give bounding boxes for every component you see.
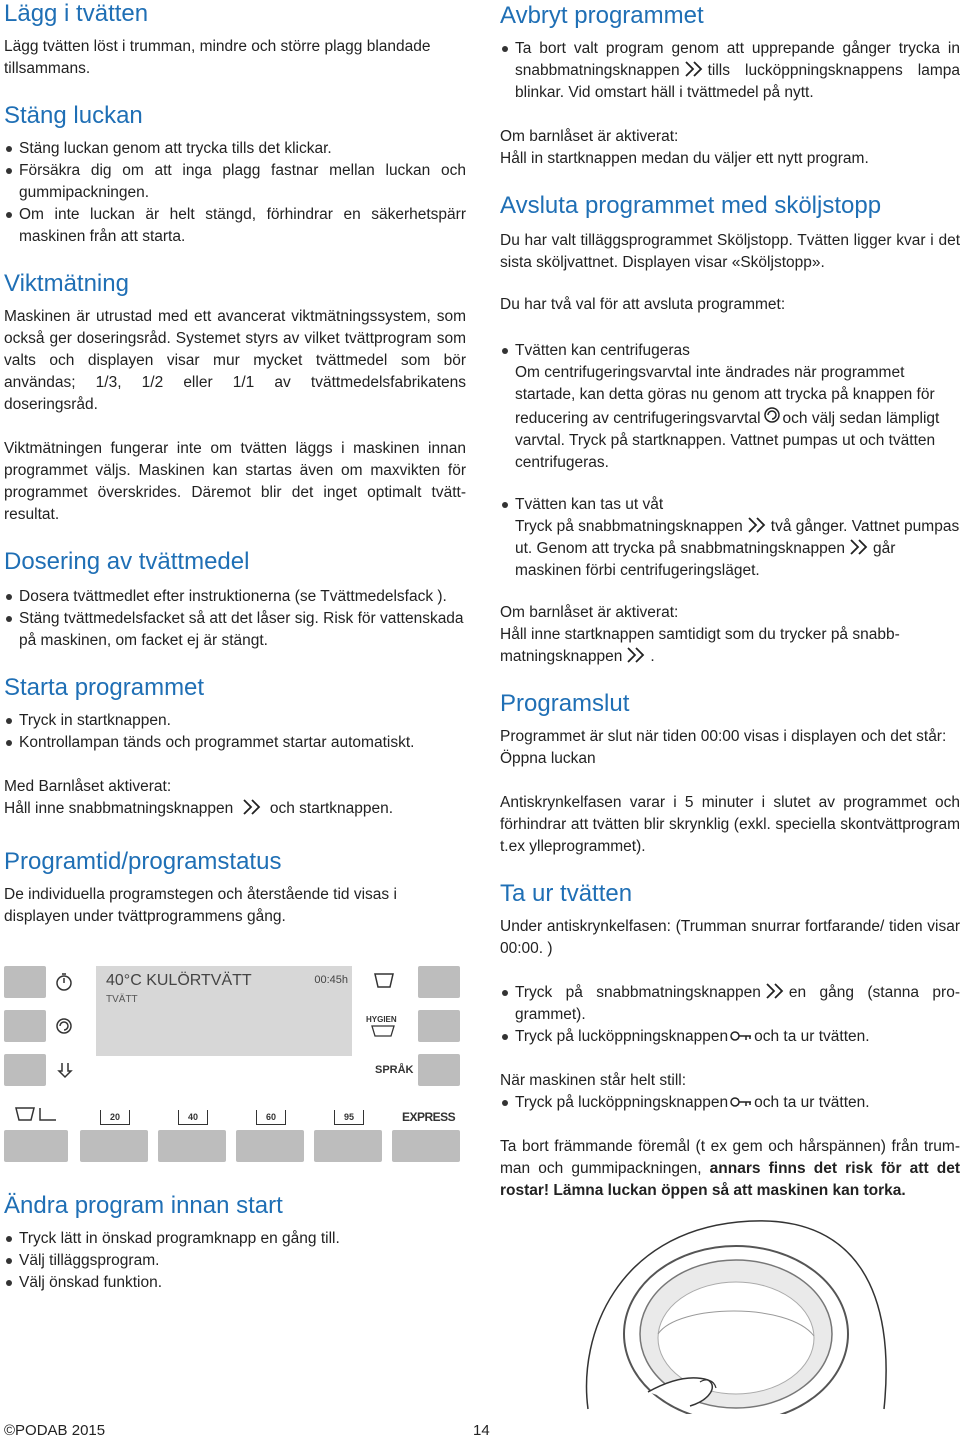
hygien-label: HYGIEN [366,1015,397,1024]
fast-forward-icon [765,983,785,999]
program-button[interactable] [4,1010,46,1042]
paragraph-programslut-2: Antiskrynkelfasen varar i 5 minuter i slutet av programmet och förhindrar att tvätten blir skrynklig (exkl. speciella skontvättprogram t.ex ylleprogrammet). [500,794,960,855]
list-item: Försäkra dig om att inga plagg fastnar mellan luckan och gummipackningen. [4,160,466,204]
heading-lagg-i-tvatten: Lägg i tvätten [4,0,149,27]
program-button[interactable] [392,1130,460,1162]
paragraph-programslut-1: Programmet är slut när tiden 00:00 visas i displayen och det står: Öppna luckan [500,728,947,767]
heading-andra-program: Ändra program innan start [4,1192,283,1219]
option-button[interactable] [418,966,460,998]
fast-forward-icon [684,61,704,77]
list-item: Tryck på lucköppningsknappen och ta ur tvätten. [500,1092,960,1114]
list-item: Välj tilläggsprogram. [4,1250,466,1272]
program-button[interactable] [314,1130,382,1162]
heading-viktmatning: Viktmätning [4,270,129,297]
heading-starta-programmet: Starta programmet [4,674,205,701]
paragraph-skoljstopp-1: Du har valt tilläggsprogrammet Sköljstopp. Tvätten ligger kvar i det sista sköljvattnet. Displayen visar «Sköljstopp». [500,232,960,271]
list-avbryt [500,38,960,104]
display-status: TVÄTT [106,994,138,1005]
list-dosering [4,586,466,652]
list-andra-program [4,1228,466,1294]
list-item: Tvätten kan centrifugeras Om centrifugeringsvarvtal inte ändrades när programmet startade, kan detta göras nu genom att trycka på knappen för reducering av centrifugeringsvarvtal och välj sedan lämpligt varvtal. Tryck på startknappen. Vattnet pumpas ut och tvätten centrifugeras. [500,340,960,474]
display-time: 00:45h [314,974,348,986]
list-option-vat [500,494,960,582]
paragraph-lagg-i-tvatten: Lägg tvätten löst i trumman, mindre och större plagg blandade tillsammans. [4,38,431,77]
program-button[interactable] [80,1130,148,1162]
list-item: Tryck på lucköppningsknappen och ta ur tvätten. [500,1026,960,1048]
page-number: 14 [473,1422,490,1439]
barnlas-instruction: Håll inne snabbmatningsknappen och startknappen. [4,800,394,817]
program-button[interactable] [158,1130,226,1162]
list-stang-luckan [4,138,466,248]
key-icon [730,1030,752,1042]
fast-forward-icon [626,647,646,663]
spin-icon [55,1017,73,1035]
heading-dosering: Dosering av tvättmedel [4,548,250,575]
program-button[interactable] [236,1130,304,1162]
program-button[interactable] [4,1054,46,1086]
list-ta-ur-1 [500,982,960,1048]
barnlas-instruction: Håll in startknappen medan du väljer ett nytt program. [500,150,869,167]
list-item: Kontrollampan tänds och programmet startar automatiskt. [4,732,466,754]
barnlas-label: Med Barnlåset aktiverat: [4,778,172,795]
program-display [96,966,352,1056]
timer-icon [54,972,74,992]
paragraph-viktmatning-2: Viktmätningen fungerar inte om tvätten läggs i maskinen innan programmet väljs. Maskinen kan startas även om maxvikten för programmet överskrides. Däremot blir det inget optimalt tvättresultat. [4,440,466,523]
footer-copyright: ©PODAB 2015 [4,1422,106,1439]
heading-programtid: Programtid/programstatus [4,848,282,875]
door-opening-illustration [578,1214,894,1414]
stilla-label: När maskinen står helt still: [500,1072,687,1089]
list-item: Om inte luckan är helt stängd, förhindrar en säkerhetspärr maskinen från att starta. [4,204,466,248]
drain-icon [56,1061,74,1079]
list-option-centrifugera [500,340,960,474]
list-item: Tryck lätt in önskad programknapp en gång till. [4,1228,466,1250]
temp-95-label: 95 [334,1110,364,1125]
barnlas-label: Om barnlåset är aktiverat: [500,604,679,621]
fast-forward-icon [849,539,869,555]
barnlas-label: Om barnlåset är aktiverat: [500,128,679,145]
option-button[interactable] [418,1054,460,1086]
list-item: Ta bort valt program genom att upprepande gånger trycka in snabbmatningsknappen tills lucköppningsknappens lampa blinkar. Vid omstart häll i tvättmedel på nytt. [500,38,960,104]
heading-avbryt: Avbryt programmet [500,2,704,29]
barnlas-instruction: Håll inne startknappen samtidigt som du trycker på snabbmatningsknappen . [500,626,900,665]
list-item: Välj önskad funktion. [4,1272,466,1294]
option-button[interactable] [418,1010,460,1042]
sprak-label: SPRÅK [375,1064,414,1076]
detergent-icon [373,972,395,990]
spin-reduce-icon [763,406,781,424]
display-program: 40°C KULÖRTVÄTT [106,972,252,989]
paragraph-viktmatning-1: Maskinen är utrustad med ett avancerat viktmätningssystem, som också ger doseringsråd. Systemet styrs av vilket tvättprogram som valts och displayen visar mur mycket tvättmedel som bör användas; 1/3, 1/2 eller 1/1 av tvättmedelsfabrikatens doseringsråd. [4,308,466,413]
heading-ta-ur-tvatten: Ta ur tvätten [500,880,633,907]
list-item: Stäng tvättmedelsfacket så att det låser sig. Risk för vattenskada på maskinen, om facket ej är stängt. [4,608,466,652]
list-item: Tvätten kan tas ut våt Tryck på snabbmatningsknappen två gånger. Vattnet pumpas ut. Genom att trycka på snabbmatningsknappen går maskinen förbi centrifugeringsläget. [500,494,960,582]
heading-skoljstopp: Avsluta programmet med sköljstopp [500,192,882,219]
temp-40-label: 40 [178,1110,208,1125]
paragraph-antiskrynkel: Under antiskrynkelfasen: (Trumman snurrar fortfarande/ tiden visar 00:00. ) [500,918,960,957]
program-button[interactable] [4,1130,68,1162]
heading-stang-luckan: Stäng luckan [4,102,143,129]
list-starta [4,710,466,754]
hygien-icon [370,1024,396,1038]
list-item: Stäng luckan genom att trycka tills det klickar. [4,138,466,160]
heading-programslut: Programslut [500,690,630,717]
fast-forward-icon [242,799,262,815]
temp-20-label: 20 [100,1110,130,1125]
list-item: Tryck på snabbmatningsknappen en gång (stanna programmet). [500,982,960,1026]
list-item: Tryck in startknappen. [4,710,466,732]
temp-60-label: 60 [256,1110,286,1125]
key-icon [730,1096,752,1108]
list-item: Dosera tvättmedlet efter instruktionerna (se Tvättmedelsfack ). [4,586,466,608]
express-label: EXPRESS [402,1110,456,1124]
list-ta-ur-2 [500,1092,960,1114]
paragraph-frammande-foremal: Ta bort främmande föremål (t ex gem och hårspännen) från trumman och gummipackningen, annars finns det risk för att det rostar! Lämna luckan öppen så att maskinen kan torka. [500,1138,960,1199]
paragraph-programtid: De individuella programstegen och återstående tid visas i displayen under tvättprogrammens gång. [4,886,397,925]
fast-forward-icon [747,517,767,533]
rinse-stop-icon [14,1104,58,1124]
program-button[interactable] [4,966,46,998]
paragraph-skoljstopp-2: Du har två val för att avsluta programmet: [500,296,786,313]
